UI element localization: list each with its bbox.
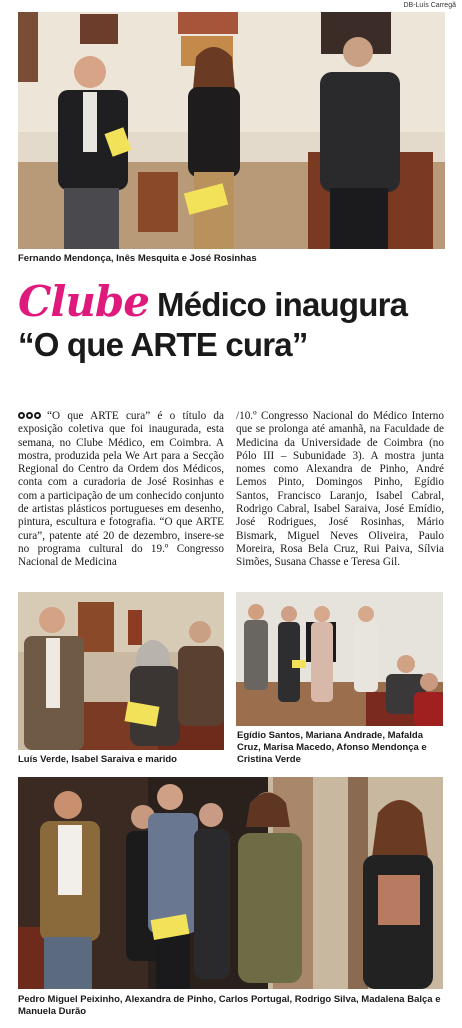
photo-top-image (18, 12, 445, 249)
photo-bottom (18, 777, 443, 989)
headline (18, 277, 448, 366)
caption-right-photo: Egídio Santos, Mariana Andrade, Mafalda Cruz, Marisa Macedo, Afonso Mendonça e Cristina Verde (237, 730, 427, 765)
article-text-1: “O que ARTE cura” é o título da exposição coletiva que foi inaugurada, esta semana, no Clube Médico, em Coimbra. A mostra, produzida pela We Art para a Secção Regional do Centro da Ordem dos Médicos, conta com a curadoria de José Rosinhas e com a participação de um conhecido conjunto de artistas plásticos portugueses em desenho, pintura, escultura e fotografia. “O que ARTE cura”, patente até 20 de dezembro, insere-se no programa cultural do 19.º Congresso Nacional de Medicina (18, 410, 224, 569)
photo-top (18, 12, 445, 249)
photo-right (236, 592, 443, 726)
article-text-2: /10.º Congresso Nacional do Médico Interno que se prolonga até amanhã, na Faculdade de Medicina da Universidade de Coimbra (no Pólo III – Subunidade 3). A mostra junta nomes como Alexandra de Pinho, André Lemos Pinto, Domingos Pinho, Egídio Santos, Francisco Laranjo, Isabel Cabral, Rodrigo Cabral, Isabel Saraiva, José Emídio, José Rodrigues, José Rosinhas, Mário Bismark, Miguel Neves Oliveira, Paulo Moreira, Rosa Bela Cruz, Rui Paiva, Sílvia Simões, Susana Chasse e Teresa Gil. (236, 410, 444, 569)
caption-top-photo: Fernando Mendonça, Inês Mesquita e José Rosinhas (18, 253, 257, 264)
photo-left-image (18, 592, 224, 750)
photo-bottom-image (18, 777, 443, 989)
brand-logo: Clube (18, 277, 150, 326)
headline-subtitle: “O que ARTE cura” (18, 326, 308, 363)
caption-bottom-photo: Pedro Miguel Peixinho, Alexandra de Pinho, Carlos Portugal, Rodrigo Silva, Madalena Balça e Manuela Durão (18, 994, 441, 1017)
caption-left-photo: Luís Verde, Isabel Saraiva e marido (18, 754, 177, 765)
article-column-2 (236, 410, 444, 570)
headline-title: Médico inaugura (157, 286, 408, 323)
article-column-1 (18, 410, 224, 570)
bullet-icon (18, 410, 42, 423)
photo-left (18, 592, 224, 750)
headline-line1 (18, 277, 448, 326)
photo-credit: DB-Luís Carregã (403, 2, 456, 9)
photo-right-image (236, 592, 443, 726)
